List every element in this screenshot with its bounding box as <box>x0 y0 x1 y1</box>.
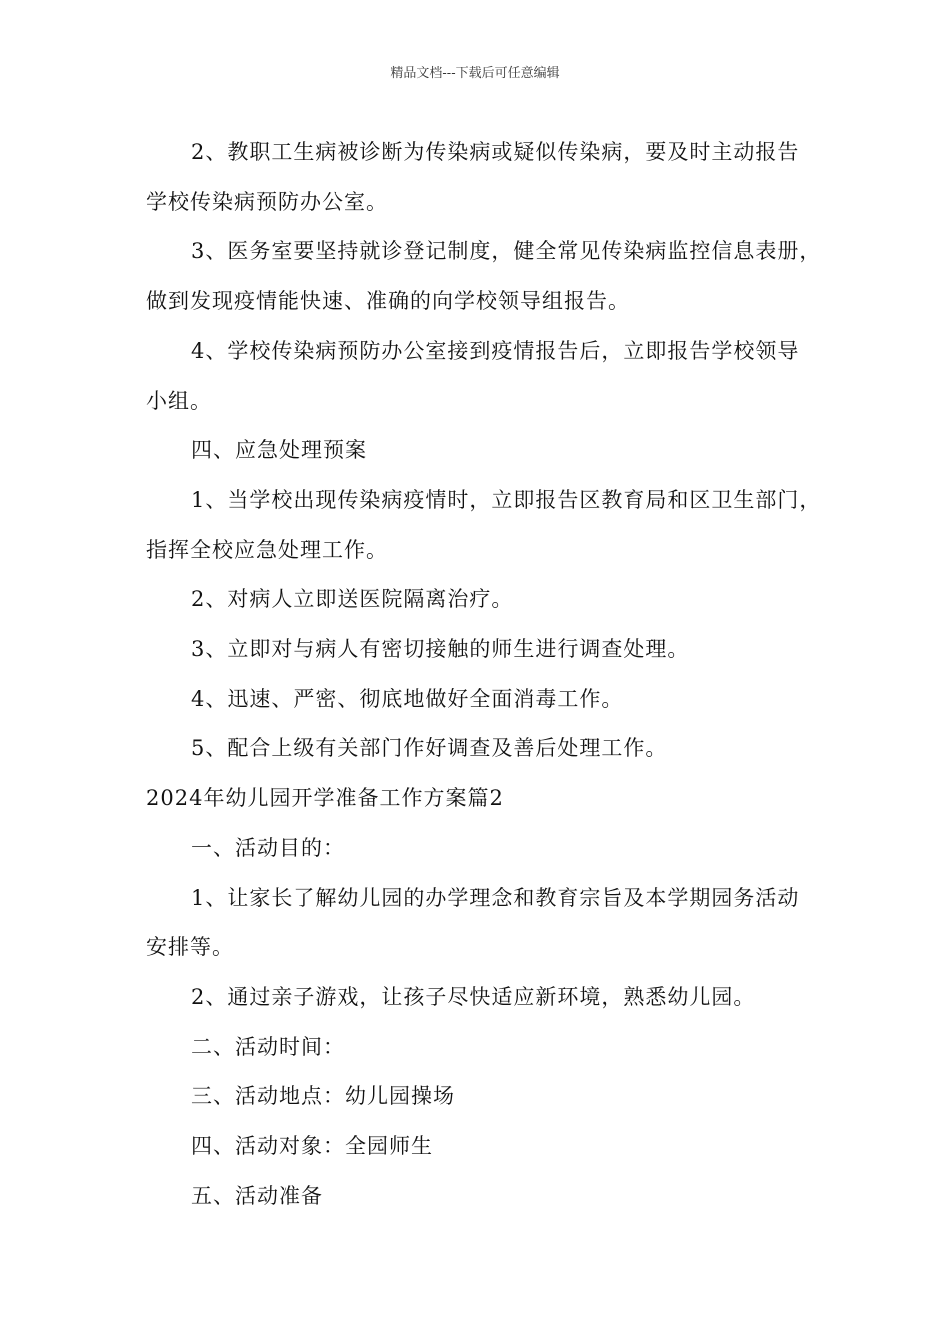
paragraph: 指挥全校应急处理工作。 <box>146 537 388 562</box>
paragraph: 2、对病人立即送医院隔离治疗。 <box>191 587 514 612</box>
section-heading: 三、活动地点：幼儿园操场 <box>191 1084 455 1109</box>
paragraph: 1、让家长了解幼儿园的办学理念和教育宗旨及本学期园务活动 <box>191 885 800 910</box>
section-heading: 五、活动准备 <box>191 1183 323 1208</box>
paragraph: 3、立即对与病人有密切接触的师生进行调查处理。 <box>191 637 690 662</box>
section-heading: 四、应急处理预案 <box>191 438 367 463</box>
section-heading: 一、活动目的： <box>191 835 345 860</box>
paragraph: 小组。 <box>146 388 212 413</box>
paragraph: 学校传染病预防办公室。 <box>146 189 388 214</box>
document-title: 2024年幼儿园开学准备工作方案篇2 <box>146 786 504 811</box>
paragraph: 2、通过亲子游戏，让孩子尽快适应新环境，熟悉幼儿园。 <box>191 984 756 1009</box>
section-heading: 二、活动时间： <box>191 1034 345 1059</box>
paragraph: 3、医务室要坚持就诊登记制度，健全常见传染病监控信息表册， <box>191 239 822 264</box>
paragraph: 4、迅速、严密、彻底地做好全面消毒工作。 <box>191 686 624 711</box>
paragraph: 5、配合上级有关部门作好调查及善后处理工作。 <box>191 736 668 761</box>
section-heading: 四、活动对象：全园师生 <box>191 1134 433 1159</box>
page-header: 精品文档---下载后可任意编辑 <box>390 66 560 81</box>
paragraph: 2、教职工生病被诊断为传染病或疑似传染病，要及时主动报告 <box>191 140 800 164</box>
paragraph: 1、当学校出现传染病疫情时，立即报告区教育局和区卫生部门， <box>191 487 822 512</box>
document-body <box>146 128 826 1221</box>
paragraph: 安排等。 <box>146 935 234 960</box>
paragraph: 4、学校传染病预防办公室接到疫情报告后，立即报告学校领导 <box>191 338 800 363</box>
paragraph: 做到发现疫情能快速、准确的向学校领导组报告。 <box>146 289 630 314</box>
